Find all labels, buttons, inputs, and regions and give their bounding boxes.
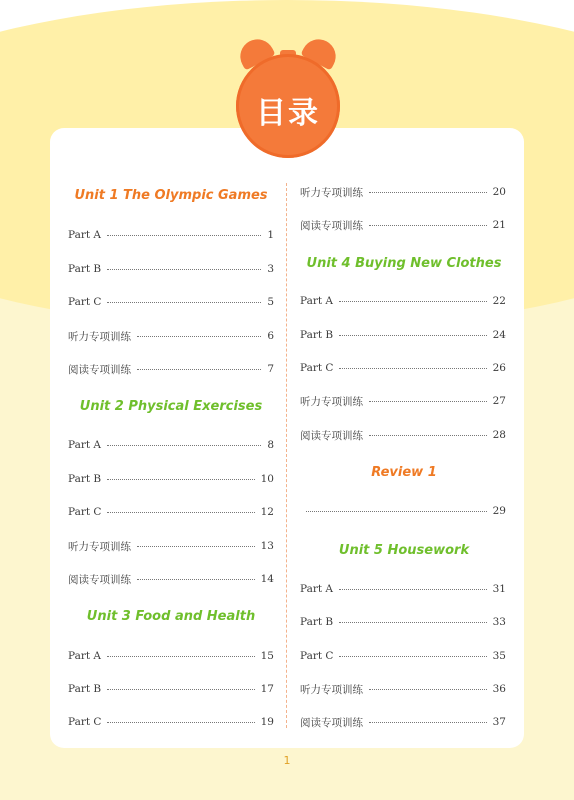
toc-entry: [300, 681, 506, 697]
toc-entry: [300, 293, 506, 309]
dot-leader: [107, 444, 261, 446]
dot-leader: [369, 721, 487, 723]
toc-entry-page: 24: [492, 329, 506, 341]
dot-leader: [339, 655, 486, 657]
dot-leader: [107, 268, 261, 270]
toc-entry-page: 1: [267, 229, 274, 241]
toc-entry-label: Part A: [300, 583, 334, 595]
toc-entry-page: 19: [260, 716, 274, 728]
dot-leader: [339, 367, 486, 369]
clock-face: [236, 54, 340, 158]
unit-3-heading: Unit 3 Food and Health: [86, 609, 256, 624]
toc-entry-label: Part C: [300, 650, 334, 662]
toc-entry-label: 听力专项训练: [68, 540, 131, 553]
dot-leader: [369, 400, 487, 402]
toc-entry: [68, 648, 274, 664]
toc-entry-page: 8: [267, 439, 274, 451]
dot-leader: [369, 688, 487, 690]
toc-entry-page: 7: [267, 363, 274, 375]
toc-entry: [68, 361, 274, 377]
toc-entry-label: Part B: [68, 683, 102, 695]
toc-entry: [68, 471, 274, 487]
toc-entry-label: Part C: [300, 362, 334, 374]
toc-entry-label: 听力专项训练: [300, 395, 363, 408]
toc-entry-label: 阅读专项训练: [300, 429, 363, 442]
toc-entry-page: 28: [492, 429, 506, 441]
page-number: 1: [283, 754, 291, 767]
dot-leader: [339, 588, 487, 590]
toc-entry-label: 听力专项训练: [300, 683, 363, 696]
toc-entry-label: Part A: [300, 295, 334, 307]
toc-entry: [300, 503, 506, 519]
toc-entry-label: Part C: [68, 716, 102, 728]
dot-leader: [339, 300, 487, 302]
toc-entry: [68, 437, 274, 453]
dot-leader: [369, 191, 487, 193]
column-divider: [286, 183, 287, 728]
dot-leader: [339, 621, 486, 623]
dot-leader: [137, 578, 255, 580]
toc-entry-page: 35: [492, 650, 506, 662]
toc-entry-label: 听力专项训练: [68, 330, 131, 343]
toc-entry-label: Part A: [68, 650, 102, 662]
toc-entry: [300, 393, 506, 409]
dot-leader: [107, 301, 261, 303]
unit-5-heading: Unit 5 Housework: [338, 543, 470, 558]
toc-entry: [68, 681, 274, 697]
toc-entry-label: 阅读专项训练: [300, 716, 363, 729]
toc-entry-label: Part A: [68, 229, 102, 241]
unit-2-heading: Unit 2 Physical Exercises: [79, 399, 263, 414]
toc-entry: [300, 217, 506, 233]
toc-entry-page: 33: [492, 616, 506, 628]
toc-entry-label: Part C: [68, 296, 102, 308]
page-title: 目录: [256, 96, 320, 131]
toc-entry-label: Part B: [68, 263, 102, 275]
toc-entry-label: Part A: [68, 439, 102, 451]
toc-entry-page: 17: [260, 683, 274, 695]
toc-entry-page: 3: [267, 263, 274, 275]
toc-entry-page: 37: [492, 716, 506, 728]
toc-entry: [68, 294, 274, 310]
toc-entry: [300, 614, 506, 630]
toc-entry-label: Part B: [68, 473, 102, 485]
toc-entry-page: 12: [260, 506, 274, 518]
dot-leader: [137, 368, 261, 370]
toc-entry-label: Part B: [300, 329, 334, 341]
toc-entry-label: 听力专项训练: [300, 186, 363, 199]
dot-leader: [107, 721, 254, 723]
dot-leader: [339, 334, 486, 336]
toc-entry-page: 5: [267, 296, 274, 308]
dot-leader: [369, 434, 487, 436]
toc-entry: [300, 581, 506, 597]
dot-leader: [306, 510, 487, 512]
unit-4-heading: Unit 4 Buying New Clothes: [306, 256, 502, 271]
dot-leader: [137, 335, 261, 337]
dot-leader: [107, 234, 261, 236]
dot-leader: [107, 478, 254, 480]
alarm-clock-icon: [230, 40, 346, 160]
toc-entry: [68, 227, 274, 243]
toc-entry-label: 阅读专项训练: [68, 573, 131, 586]
dot-leader: [107, 655, 255, 657]
toc-entry-page: 20: [492, 186, 506, 198]
toc-entry: [68, 261, 274, 277]
toc-entry: [300, 360, 506, 376]
toc-entry: [300, 184, 506, 200]
toc-entry-page: 15: [260, 650, 274, 662]
toc-entry-page: 36: [492, 683, 506, 695]
toc-entry: [68, 571, 274, 587]
toc-entry-page: 10: [260, 473, 274, 485]
toc-entry: [300, 648, 506, 664]
dot-leader: [107, 511, 254, 513]
review-1-heading: Review 1: [371, 465, 437, 480]
toc-entry-page: 21: [492, 219, 506, 231]
toc-entry-page: 22: [492, 295, 506, 307]
toc-entry-label: Part B: [300, 616, 334, 628]
toc-entry: [300, 714, 506, 730]
toc-entry-page: 13: [260, 540, 274, 552]
toc-entry-label: Part C: [68, 506, 102, 518]
toc-entry-page: 14: [260, 573, 274, 585]
toc-entry: [68, 328, 274, 344]
unit-1-heading: Unit 1 The Olympic Games: [74, 188, 268, 203]
toc-entry-page: 27: [492, 395, 506, 407]
toc-entry-label: 阅读专项训练: [68, 363, 131, 376]
toc-entry: [68, 714, 274, 730]
toc-entry-page: 31: [492, 583, 506, 595]
toc-entry: [300, 327, 506, 343]
toc-entry: [68, 538, 274, 554]
dot-leader: [369, 224, 487, 226]
toc-entry-label: 阅读专项训练: [300, 219, 363, 232]
toc-entry-page: 6: [267, 330, 274, 342]
dot-leader: [107, 688, 254, 690]
toc-entry-page: 29: [492, 505, 506, 517]
toc-entry-page: 26: [492, 362, 506, 374]
toc-entry: [300, 427, 506, 443]
toc-entry: [68, 504, 274, 520]
dot-leader: [137, 545, 255, 547]
